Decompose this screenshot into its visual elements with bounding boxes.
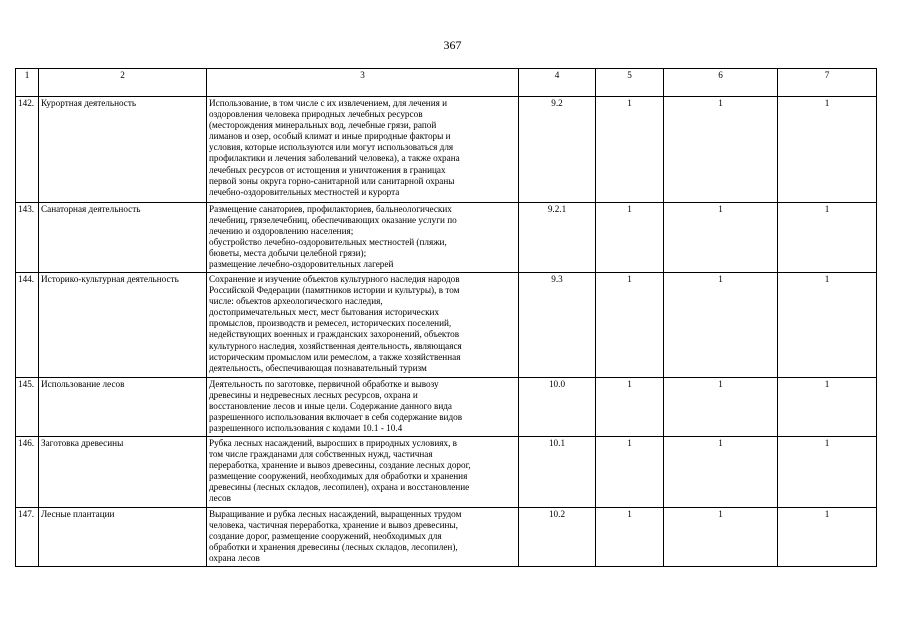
use-description: Размещение санаториев, профилакториев, бальнеологических лечебниц, грязелечебниц, обеспечивающих оказание услуги по лечению и оздоровлению населения; обустройство лечебно-оздоровительных местностей (пляжи, бюветы, места добычи целебной грязи); размещение лечебно-оздоровительных лагерей	[207, 203, 519, 273]
col6-value: 1	[664, 203, 778, 273]
use-type-name: Санаторная деятельность	[39, 203, 207, 273]
use-description: Выращивание и рубка лесных насаждений, выращенных трудом человека, частичная переработка, хранение и вывоз древесины, создание дорог, размещение сооружений, необходимых для обработки и хранения древесины (лесных складов, лесопилен), охрана лесов	[207, 508, 519, 567]
col7-value: 1	[778, 203, 877, 273]
header-cell: 7	[778, 69, 877, 97]
page-number: 367	[443, 38, 462, 52]
use-description: Рубка лесных насаждений, выросших в природных условиях, в том числе гражданами для собственных нужд, частичная переработка, хранение и вывоз древесины, создание лесных дорог, размещение сооружений, необходимых для обработки и хранения древесины (лесных складов, лесопилен), охрана и восстановление лесов	[207, 437, 519, 508]
use-description: Сохранение и изучение объектов культурного наследия народов Российской Федерации (памятников истории и культуры), в том числе: объектов археологического наследия, достопримечательных мест, мест бытования исторических промыслов, производств и ремесел, исторических поселений, недействующих военных и гражданских захоронений, объектов культурного наследия, хозяйственная деятельность, являющаяся историческим промыслом или ремеслом, а также хозяйственная деятельность, обеспечивающая познавательный туризм	[207, 273, 519, 378]
table-header-row	[16, 69, 877, 97]
use-type-name: Заготовка древесины	[39, 437, 207, 508]
table-row	[16, 97, 877, 203]
col5-value: 1	[596, 97, 664, 203]
col7-value: 1	[778, 378, 877, 437]
header-cell: 1	[16, 69, 39, 97]
use-code: 10.0	[519, 378, 596, 437]
table-row	[16, 437, 877, 508]
header-cell: 5	[596, 69, 664, 97]
use-code: 10.2	[519, 508, 596, 567]
use-code: 9.3	[519, 273, 596, 378]
col6-value: 1	[664, 378, 778, 437]
col7-value: 1	[778, 437, 877, 508]
table-row	[16, 508, 877, 567]
row-number: 144.	[16, 273, 39, 378]
col6-value: 1	[664, 97, 778, 203]
col6-value: 1	[664, 508, 778, 567]
col5-value: 1	[596, 273, 664, 378]
table-row	[16, 203, 877, 273]
col5-value: 1	[596, 203, 664, 273]
row-number: 146.	[16, 437, 39, 508]
col7-value: 1	[778, 508, 877, 567]
row-number: 147.	[16, 508, 39, 567]
use-code: 9.2	[519, 97, 596, 203]
header-cell: 6	[664, 69, 778, 97]
col7-value: 1	[778, 273, 877, 378]
use-description: Деятельность по заготовке, первичной обработке и вывозу древесины и недревесных лесных ресурсов, охрана и восстановление лесов и иные цели. Содержание данного вида разрешенного использования включает в себя содержание видов разрешенного использования с кодами 10.1 - 10.4	[207, 378, 519, 437]
use-code: 9.2.1	[519, 203, 596, 273]
use-type-name: Курортная деятельность	[39, 97, 207, 203]
header-cell: 3	[207, 69, 519, 97]
col5-value: 1	[596, 508, 664, 567]
row-number: 143.	[16, 203, 39, 273]
col7-value: 1	[778, 97, 877, 203]
use-description: Использование, в том числе с их извлечением, для лечения и оздоровления человека природных лечебных ресурсов (месторождения минеральных вод, лечебные грязи, рапой лиманов и озер, особый климат и иные природные факторы и условия, которые используются или могут использоваться для профилактики и лечения заболеваний человека), а также охрана лечебных ресурсов от истощения и уничтожения в границах первой зоны округа горно-санитарной или санитарной охраны лечебно-оздоровительных местностей и курорта	[207, 97, 519, 203]
header-cell: 2	[39, 69, 207, 97]
col5-value: 1	[596, 378, 664, 437]
table-row	[16, 378, 877, 437]
land-use-table	[15, 68, 877, 567]
table-row	[16, 273, 877, 378]
row-number: 145.	[16, 378, 39, 437]
use-code: 10.1	[519, 437, 596, 508]
use-type-name: Использование лесов	[39, 378, 207, 437]
col6-value: 1	[664, 437, 778, 508]
row-number: 142.	[16, 97, 39, 203]
col5-value: 1	[596, 437, 664, 508]
col6-value: 1	[664, 273, 778, 378]
use-type-name: Лесные плантации	[39, 508, 207, 567]
use-type-name: Историко-культурная деятельность	[39, 273, 207, 378]
header-cell: 4	[519, 69, 596, 97]
